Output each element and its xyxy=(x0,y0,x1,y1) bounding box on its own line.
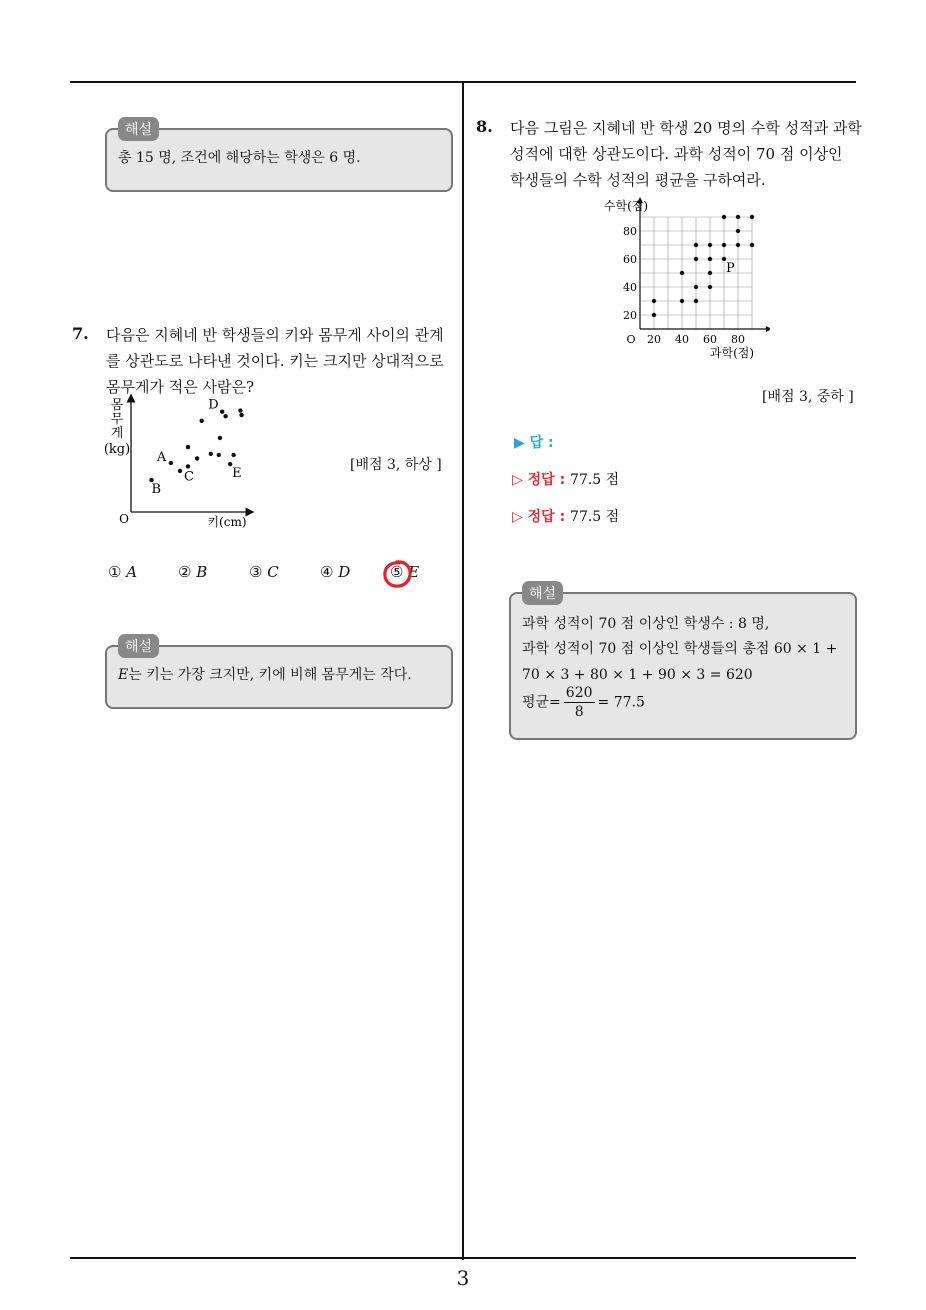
bottom-rule xyxy=(70,1257,856,1259)
solution-var: E xyxy=(118,667,129,683)
scatter-point xyxy=(238,408,242,412)
q7-number: 7. xyxy=(72,324,89,343)
answer-value: 77.5 점 xyxy=(570,472,620,488)
scatter-point xyxy=(680,271,684,275)
scatter-point xyxy=(694,243,698,247)
q8-origin: O xyxy=(626,333,636,346)
q8-solution-line: 과학 성적이 70 점 이상인 학생들의 총점 60 × 1 + xyxy=(522,641,838,657)
answer-label: ▷ 정답 : xyxy=(512,472,566,488)
x-tick-label: 80 xyxy=(731,333,745,346)
scatter-point xyxy=(217,453,221,457)
choice-label: D xyxy=(338,563,351,581)
scatter-point xyxy=(220,409,224,413)
scatter-point xyxy=(736,215,740,219)
q8-line: 학생들의 수학 성적의 평균을 구하여라. xyxy=(510,171,766,189)
scatter-point xyxy=(652,313,656,317)
y-tick-label: 60 xyxy=(623,253,637,266)
scatter-point xyxy=(694,257,698,261)
scatter-point xyxy=(652,299,656,303)
q8-average-line xyxy=(522,684,645,721)
scatter-point xyxy=(694,299,698,303)
scatter-point xyxy=(722,257,726,261)
q7-y-label: (kg) xyxy=(103,442,131,457)
choice-num: ④ xyxy=(320,563,334,581)
q7-origin: O xyxy=(119,512,129,526)
prev-solution-text: 총 15 명, 조건에 해당하는 학생은 6 명. xyxy=(118,150,361,166)
scatter-point xyxy=(750,215,754,219)
point-label: B xyxy=(151,482,162,498)
q7-line: 몸무게가 적은 사람은? xyxy=(106,378,254,396)
x-tick-label: 60 xyxy=(703,333,717,346)
scatter-point xyxy=(680,299,684,303)
q8-text xyxy=(510,115,862,193)
scatter-point xyxy=(736,229,740,233)
solution-tag: 해설 xyxy=(522,581,563,605)
q8-x-arrow xyxy=(766,326,770,332)
q8-x-label: 과학(점) xyxy=(709,346,755,360)
answer-row xyxy=(512,506,619,526)
scatter-point xyxy=(231,453,235,457)
scatter-point xyxy=(722,243,726,247)
choice-a[interactable] xyxy=(108,563,137,581)
q8-points xyxy=(652,215,754,317)
scatter-point xyxy=(199,419,203,423)
avg-fraction xyxy=(564,684,595,721)
choice-label: E xyxy=(408,563,420,581)
scatter-point xyxy=(223,414,227,418)
answer-value: 77.5 점 xyxy=(570,509,620,525)
choice-d[interactable] xyxy=(320,563,350,581)
q8-annotation-p: P xyxy=(726,261,735,276)
answer-row xyxy=(512,469,619,489)
solution-body: 는 키는 가장 크지만, 키에 비해 몸무게는 작다. xyxy=(128,667,412,683)
scatter-point xyxy=(169,461,173,465)
q8-line: 다음 그림은 지혜네 반 학생 20 명의 수학 성적과 과학 xyxy=(510,119,862,137)
q7-text xyxy=(106,322,444,400)
q8-scatter-chart xyxy=(600,196,770,368)
q7-y-label: 게 xyxy=(110,426,124,441)
answer-circle-marker xyxy=(380,558,414,590)
scatter-point xyxy=(218,436,222,440)
scatter-point xyxy=(209,452,213,456)
scatter-point xyxy=(178,469,182,473)
y-tick-label: 40 xyxy=(623,281,637,294)
q7-y-label: 몸 xyxy=(110,398,124,413)
q7-x-label: 키(cm) xyxy=(207,515,247,529)
scatter-point xyxy=(239,413,243,417)
point-label: A xyxy=(156,449,167,465)
q7-difficulty: [배점 3, 하상 ] xyxy=(350,457,442,473)
scatter-point xyxy=(750,243,754,247)
avg-prefix: 평균= xyxy=(522,694,561,711)
q8-number: 8. xyxy=(476,117,493,136)
scatter-point xyxy=(186,464,190,468)
x-tick-label: 20 xyxy=(647,333,661,346)
column-divider xyxy=(462,83,464,1260)
page-number: 3 xyxy=(456,1266,470,1290)
solution-tag: 해설 xyxy=(118,634,159,658)
q8-difficulty: [배점 3, 중하 ] xyxy=(762,389,854,405)
point-label: E xyxy=(232,466,242,482)
q7-points xyxy=(149,398,243,497)
q8-solution-line: 과학 성적이 70 점 이상인 학생수 : 8 명, xyxy=(522,616,770,632)
scatter-point xyxy=(708,271,712,275)
y-tick-label: 80 xyxy=(623,225,637,238)
x-tick-label: 40 xyxy=(675,333,689,346)
q7-solution-text xyxy=(118,663,412,688)
q8-line: 성적에 대한 상관도이다. 과학 성적이 70 점 이상인 xyxy=(510,145,843,163)
frac-denominator: 8 xyxy=(574,704,584,720)
scatter-point xyxy=(708,243,712,247)
q7-line: 를 상관도로 나타낸 것이다. 키는 크지만 상대적으로 xyxy=(106,352,444,370)
choice-label: A xyxy=(126,563,138,581)
q7-y-label: 무 xyxy=(110,412,124,427)
choice-num: ① xyxy=(108,563,122,581)
choice-label: C xyxy=(267,563,279,581)
choice-label: B xyxy=(196,563,208,581)
scatter-point xyxy=(736,243,740,247)
q7-line: 다음은 지혜네 반 학생들의 키와 몸무게 사이의 관계 xyxy=(106,326,444,344)
scatter-point xyxy=(694,285,698,289)
point-label: C xyxy=(184,469,194,485)
scatter-point xyxy=(722,215,726,219)
frac-numerator: 620 xyxy=(565,685,593,701)
scatter-point xyxy=(708,257,712,261)
q8-solution-line: 70 × 3 + 80 × 1 + 90 × 3 = 620 xyxy=(522,667,753,683)
point-label: D xyxy=(208,397,219,413)
answer-header: ▶ 답 : xyxy=(514,435,554,451)
q8-y-label: 수학(점) xyxy=(603,199,649,213)
choice-c[interactable] xyxy=(249,563,279,581)
choice-b[interactable] xyxy=(178,563,207,581)
choice-num: ⑤ xyxy=(390,563,404,581)
q7-scatter-chart xyxy=(100,390,260,540)
scatter-point xyxy=(195,456,199,460)
q8-ticks xyxy=(623,225,745,346)
answer-label: ▷ 정답 : xyxy=(512,509,566,525)
solution-tag: 해설 xyxy=(118,117,159,141)
scatter-point xyxy=(708,285,712,289)
choice-num: ③ xyxy=(249,563,263,581)
avg-suffix: = 77.5 xyxy=(597,694,645,711)
choice-num: ② xyxy=(178,563,192,581)
y-tick-label: 20 xyxy=(623,309,637,322)
scatter-point xyxy=(186,445,190,449)
